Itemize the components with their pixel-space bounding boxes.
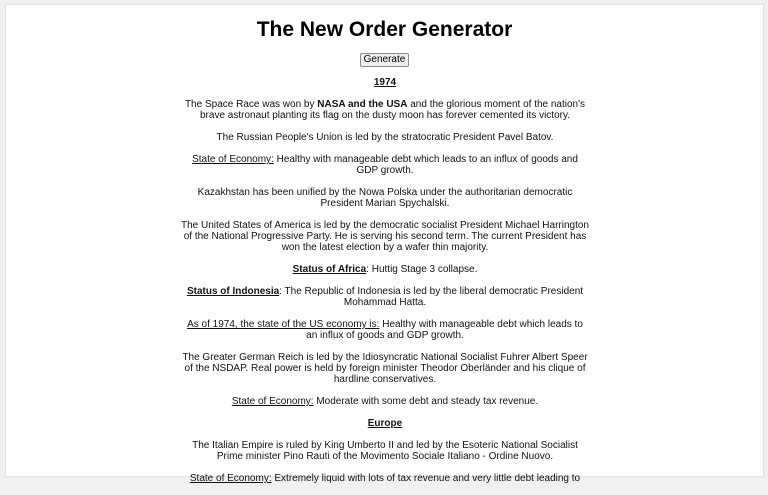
space-race-text-post: and the glorious moment of the nation's brave astronaut planting its flag on the dusty moon has forever cemented its victory.	[199, 99, 586, 121]
germany-economy-paragraph	[181, 396, 589, 407]
space-race-paragraph	[181, 99, 589, 121]
indonesia-status-label: Status of Indonesia	[186, 286, 280, 297]
africa-status-label: Status of Africa	[292, 264, 367, 275]
us-economy-paragraph	[181, 319, 589, 341]
page-title: The New Order Generator	[256, 18, 513, 41]
russia-paragraph: The Russian People's Union is led by the stratocratic President Pavel Batov.	[216, 132, 554, 143]
germany-paragraph: The Greater German Reich is led by the Idiosyncratic National Socialist Fuhrer Albert Speer of the NSDAP. Real power is held by foreign minister Theodor Oberländer and his clique of hardline conservatives.	[182, 352, 588, 385]
section-heading-europe: Europe	[367, 418, 403, 429]
kazakhstan-paragraph: Kazakhstan has been unified by the Nowa Polska under the authoritarian democratic President Marian Spychalski.	[197, 187, 573, 209]
economy-value: Healthy with manageable debt which leads to an influx of goods and GDP growth.	[273, 154, 578, 176]
us-economy-label: As of 1974, the state of the US economy is:	[187, 319, 380, 330]
generated-content	[181, 77, 589, 495]
indonesia-status-paragraph	[181, 286, 589, 308]
page-container	[5, 4, 764, 484]
space-race-winner: NASA and the USA	[317, 99, 408, 110]
usa-paragraph: The United States of America is led by the democratic socialist President Michael Harrington of the National Progressive Party. He is serving his second term. The current President has won the latest election by a wafer thin majority.	[181, 220, 589, 253]
indonesia-status-value: : The Republic of Indonesia is led by the liberal democratic President Mohammad Hatta.	[279, 286, 584, 308]
economy-value: Extremely liquid with lots of tax revenue and very little debt leading to	[271, 473, 581, 484]
russia-economy-paragraph	[181, 154, 589, 176]
economy-label: State of Economy:	[189, 473, 272, 484]
africa-status-paragraph	[181, 264, 589, 275]
section-heading-1974: 1974	[373, 77, 397, 88]
economy-label: State of Economy:	[231, 396, 314, 407]
economy-label: State of Economy:	[192, 154, 274, 165]
italy-economy-paragraph	[181, 473, 589, 484]
economy-value: Moderate with some debt and steady tax revenue.	[313, 396, 539, 407]
us-economy-value: Healthy with manageable debt which leads to an influx of goods and GDP growth.	[306, 319, 583, 341]
italy-paragraph: The Italian Empire is ruled by King Umberto II and led by the Esoteric National Socialist Prime minister Pino Rauti of the Movimento Sociale Italiano - Ordine Nuovo.	[192, 440, 578, 462]
space-race-text-pre: The Space Race was won by	[184, 99, 318, 110]
africa-status-value: : Huttig Stage 3 collapse.	[366, 264, 478, 275]
generate-button[interactable]: Generate	[360, 53, 409, 67]
